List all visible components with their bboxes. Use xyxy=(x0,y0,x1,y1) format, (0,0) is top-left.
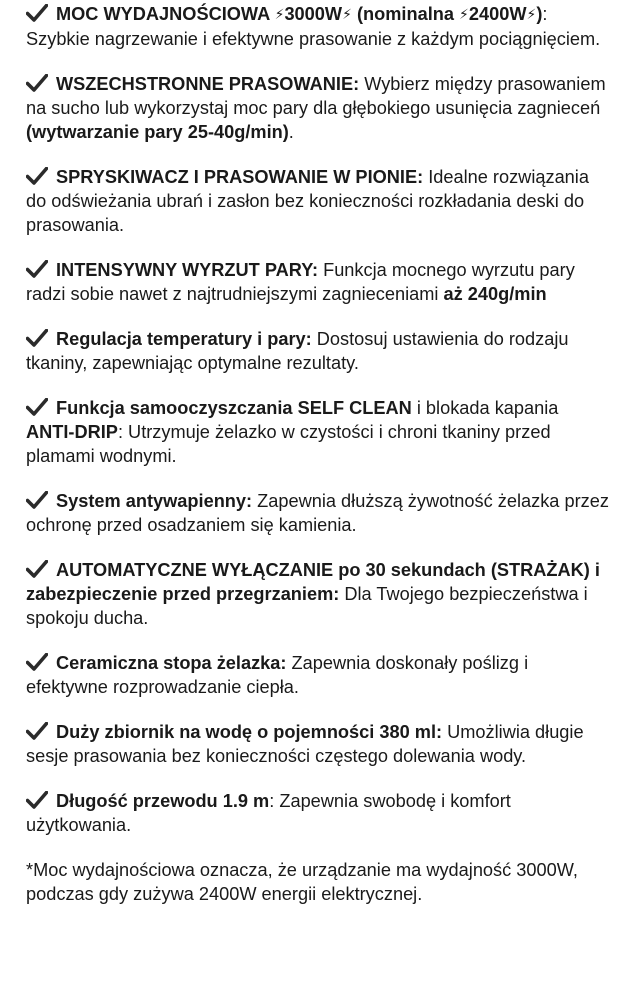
feature-text: Zapewnia doskonały poślizg i efektywne rozprowadzanie ciepła. xyxy=(26,653,529,697)
feature-item xyxy=(26,2,611,51)
feature-text: Funkcja mocnego wyrzutu pary radzi sobie nawet z najtrudniejszymi zagnieceniami xyxy=(26,260,575,304)
feature-text: : Zapewnia swobodę i komfort użytkowania. xyxy=(26,791,511,835)
checkmark-icon xyxy=(26,4,48,22)
feature-text: Idealne rozwiązania do odświeżania ubrań i zasłon bez konieczności rozkładania deski do prasowania. xyxy=(26,167,589,235)
lightning-icon: ⚡ xyxy=(459,6,469,22)
feature-item xyxy=(26,558,611,630)
feature-list xyxy=(26,2,611,837)
lightning-icon: ⚡ xyxy=(274,6,285,22)
feature-text: : Utrzymuje żelazko w czystości i chroni tkaniny przed plamami wodnymi. xyxy=(26,422,551,466)
feature-item xyxy=(26,258,611,306)
feature-item xyxy=(26,720,611,768)
feature-bold-text: SPRYSKIWACZ I PRASOWANIE W PIONIE: xyxy=(56,167,424,187)
checkmark-icon xyxy=(26,653,48,671)
checkmark-icon xyxy=(26,398,48,416)
feature-bold-text: Duży zbiornik na wodę o pojemności 380 ml: xyxy=(56,722,443,742)
feature-bold-text: Ceramiczna stopa żelazka: xyxy=(56,653,287,673)
checkmark-icon xyxy=(26,167,48,185)
feature-text: Dostosuj ustawienia do rodzaju tkaniny, zapewniając optymalne rezultaty. xyxy=(26,329,569,373)
feature-text: . xyxy=(288,122,294,142)
feature-text: : Szybkie nagrzewanie i efektywne prasowanie z każdym pociągnięciem. xyxy=(26,4,601,49)
lightning-icon: ⚡ xyxy=(526,6,537,22)
feature-text: Zapewnia dłuższą żywotność żelazka przez ochronę przed osadzaniem się kamienia. xyxy=(26,491,609,535)
feature-bold-text: aż 240g/min xyxy=(443,284,547,304)
checkmark-icon xyxy=(26,329,48,347)
lightning-icon: ⚡ xyxy=(342,6,352,22)
feature-bold-text: MOC WYDAJNOŚCIOWA xyxy=(56,4,275,24)
feature-text: Umożliwia długie sesje prasowania bez konieczności częstego dolewania wody. xyxy=(26,722,584,766)
feature-bold-text: ANTI-DRIP xyxy=(26,422,118,442)
feature-item xyxy=(26,651,611,699)
checkmark-icon xyxy=(26,491,48,509)
checkmark-icon xyxy=(26,560,48,578)
checkmark-icon xyxy=(26,260,48,278)
feature-item xyxy=(26,327,611,375)
checkmark-icon xyxy=(26,74,48,92)
feature-text: i blokada kapania xyxy=(411,398,559,418)
feature-bold-text: Regulacja temperatury i pary: xyxy=(56,329,312,349)
feature-bold-text: AUTOMATYCZNE WYŁĄCZANIE po 30 sekundach (STRAŻAK) i zabezpieczenie przed przegrzaniem: xyxy=(26,560,600,604)
feature-item xyxy=(26,72,611,144)
feature-item xyxy=(26,489,611,537)
feature-bold-text: 3000W xyxy=(284,4,343,24)
feature-item xyxy=(26,396,611,468)
checkmark-icon xyxy=(26,722,48,740)
feature-text: Dla Twojego bezpieczeństwa i spokoju ducha. xyxy=(26,584,588,628)
feature-bold-text: Długość przewodu 1.9 m xyxy=(56,791,270,811)
feature-bold-text: System antywapienny: xyxy=(56,491,253,511)
checkmark-icon xyxy=(26,791,48,809)
feature-bold-text: Funkcja samooczyszczania SELF CLEAN xyxy=(56,398,412,418)
feature-bold-text: (nominalna xyxy=(351,4,460,24)
feature-bold-text: 2400W xyxy=(468,4,527,24)
feature-text: Wybierz między prasowaniem na sucho lub wykorzystaj moc pary dla głębokiego usunięcia zagnieceń xyxy=(26,74,606,118)
feature-bold-text: WSZECHSTRONNE PRASOWANIE: xyxy=(56,74,360,94)
feature-bold-text: ) xyxy=(536,4,543,24)
feature-item xyxy=(26,789,611,837)
feature-bold-text: INTENSYWNY WYRZUT PARY: xyxy=(56,260,319,280)
feature-item xyxy=(26,165,611,237)
footnote: *Moc wydajnościowa oznacza, że urządzanie ma wydajność 3000W, podczas gdy zużywa 2400W energii elektrycznej. xyxy=(26,860,578,904)
feature-bold-text: (wytwarzanie pary 25-40g/min) xyxy=(26,122,289,142)
